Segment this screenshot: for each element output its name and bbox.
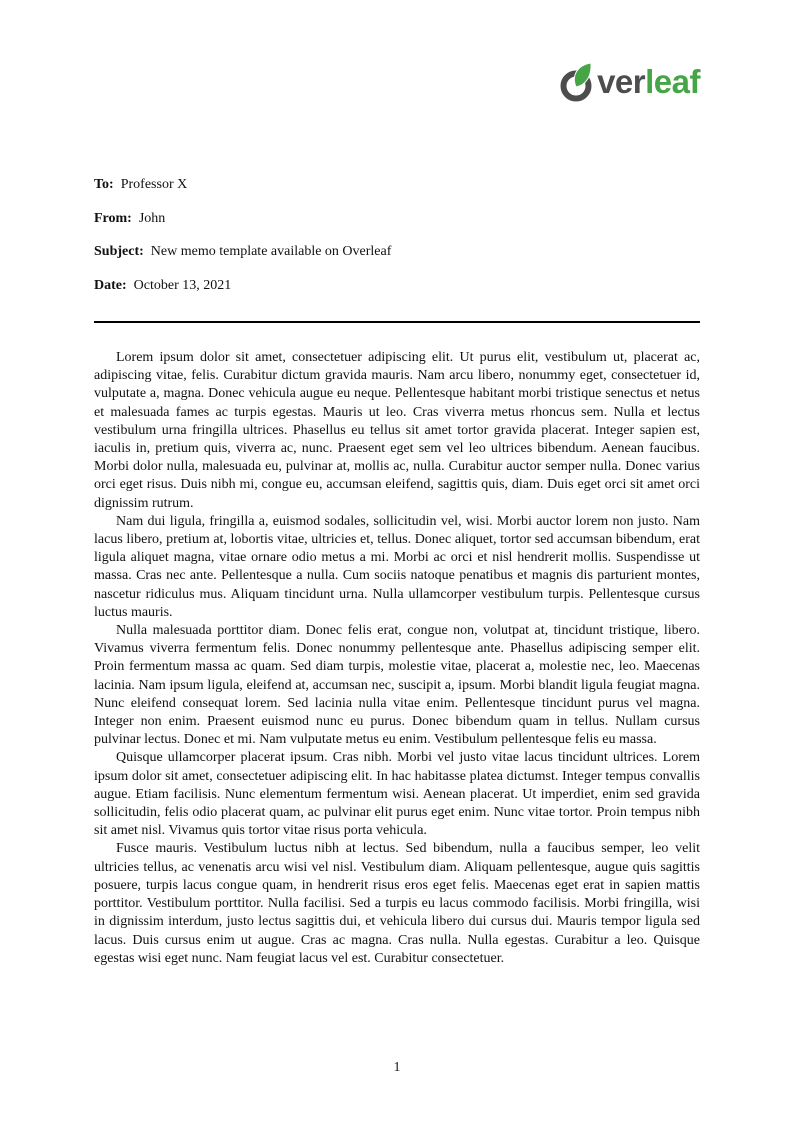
memo-field-from bbox=[94, 210, 700, 229]
memo-field-to bbox=[94, 176, 700, 195]
page-footer bbox=[0, 1059, 794, 1075]
memo-field-label: To: bbox=[94, 177, 114, 192]
memo-header bbox=[94, 176, 700, 295]
paragraph: Nulla malesuada porttitor diam. Donec felis erat, congue non, volutpat at, tincidunt tristique, libero. Vivamus viverra fermentum felis. Donec nonummy pellentesque ante. Phasellus adipiscing semper elit. Proin fermentum massa ac quam. Sed diam turpis, molestie vitae, placerat a, molestie nec, leo. Maecenas lacinia. Nam ipsum ligula, eleifend at, accumsan nec, suscipit a, ipsum. Morbi blandit ligula feugiat magna. Nunc eleifend consequat lorem. Sed lacinia nulla vitae enim. Pellentesque tincidunt purus vel magna. Integer non enim. Praesent euismod nunc eu purus. Donec bibendum quam in tellus. Nullam cursus pulvinar lectus. Donec et mi. Nam vulputate metus eu enim. Vestibulum pellentesque felis eu massa. bbox=[94, 623, 700, 748]
logo-text-gray: ver bbox=[597, 62, 646, 100]
logo-text-green: leaf bbox=[645, 62, 700, 100]
overleaf-logo bbox=[556, 60, 700, 102]
memo-field-date bbox=[94, 277, 700, 296]
overleaf-o-leaf-icon bbox=[556, 60, 597, 102]
memo-field-value: John bbox=[138, 210, 166, 226]
divider-rule bbox=[94, 321, 700, 323]
paragraph: Quisque ullamcorper placerat ipsum. Cras nibh. Morbi vel justo vitae lacus tincidunt ultrices. Lorem ipsum dolor sit amet, consectetuer adipiscing elit. In hac habitasse platea dictumst. Integer tempus convallis augue. Etiam facilisis. Nunc elementum fermentum wisi. Aenean placerat. Ut imperdiet, enim sed gravida sollicitudin, felis odio placerat quam, ac pulvinar elit purus eget enim. Nunc vitae tortor. Proin tempus nibh sit amet nisl. Vivamus quis tortor vitae risus porta vehicula. bbox=[94, 750, 700, 839]
memo-field-subject bbox=[94, 243, 700, 262]
memo-field-value: New memo template available on Overleaf bbox=[150, 244, 392, 259]
paragraph: Nam dui ligula, fringilla a, euismod sodales, sollicitudin vel, wisi. Morbi auctor lorem non justo. Nam lacus libero, pretium at, lobortis vitae, ultricies et, tellus. Donec aliquet, tortor sed accumsan bibendum, erat ligula aliquet magna, vitae ornare odio metus a mi. Morbi ac orci et nisl hendrerit mollis. Suspendisse ut massa. Cras nec ante. Pellentesque a nulla. Cum sociis natoque penatibus et magnis dis parturient montes, nascetur ridiculus mus. Aliquam tincidunt urna. Nulla ullamcorper vestibulum turpis. Pellentesque cursus luctus mauris. bbox=[94, 513, 700, 620]
memo-body bbox=[94, 349, 700, 968]
page-number: 1 bbox=[393, 1059, 401, 1074]
page-header bbox=[94, 0, 700, 102]
memo-field-label: From: bbox=[94, 210, 132, 226]
memo-field-value: Professor X bbox=[120, 177, 188, 192]
memo-field-value: October 13, 2021 bbox=[133, 277, 232, 293]
memo-field-label: Subject: bbox=[94, 244, 144, 259]
paragraph: Lorem ipsum dolor sit amet, consectetuer adipiscing elit. Ut purus elit, vestibulum ut, placerat ac, adipiscing vitae, felis. Curabitur dictum gravida mauris. Nam arcu libero, nonummy eget, consectetuer id, vulputate a, magna. Donec vehicula augue eu neque. Pellentesque habitant morbi tristique senectus et netus et malesuada fames ac turpis egestas. Mauris ut leo. Cras viverra metus rhoncus sem. Nulla et lectus vestibulum urna fringilla ultrices. Phasellus eu tellus sit amet tortor gravida placerat. Integer sapien est, iaculis in, pretium quis, viverra ac, nunc. Praesent eget sem vel leo ultrices bibendum. Aenean faucibus. Morbi dolor nulla, malesuada eu, pulvinar at, mollis ac, nulla. Curabitur auctor semper nulla. Donec varius orci eget risus. Duis nibh mi, congue eu, accumsan eleifend, sagittis quis, diam. Duis eget orci sit amet orci dignissim rutrum. bbox=[94, 350, 700, 511]
memo-field-label: Date: bbox=[94, 277, 127, 293]
paragraph: Fusce mauris. Vestibulum luctus nibh at lectus. Sed bibendum, nulla a faucibus semper, leo velit ultricies tellus, ac venenatis arcu wisi vel nisl. Vestibulum diam. Aliquam pellentesque, augue quis sagittis posuere, turpis lacus congue quam, in hendrerit risus eros eget felis. Maecenas eget erat in sapien mattis porttitor. Vestibulum porttitor. Nulla facilisi. Sed a turpis eu lacus commodo facilisis. Morbi fringilla, wisi in dignissim interdum, justo lectus sagittis dui, et vehicula libero dui cursus dui. Mauris tempor ligula sed lacus. Duis cursus enim ut augue. Cras ac magna. Cras nulla. Nulla egestas. Curabitur a leo. Quisque egestas wisi eget nunc. Nam feugiat lacus vel est. Curabitur consectetuer. bbox=[94, 841, 700, 966]
